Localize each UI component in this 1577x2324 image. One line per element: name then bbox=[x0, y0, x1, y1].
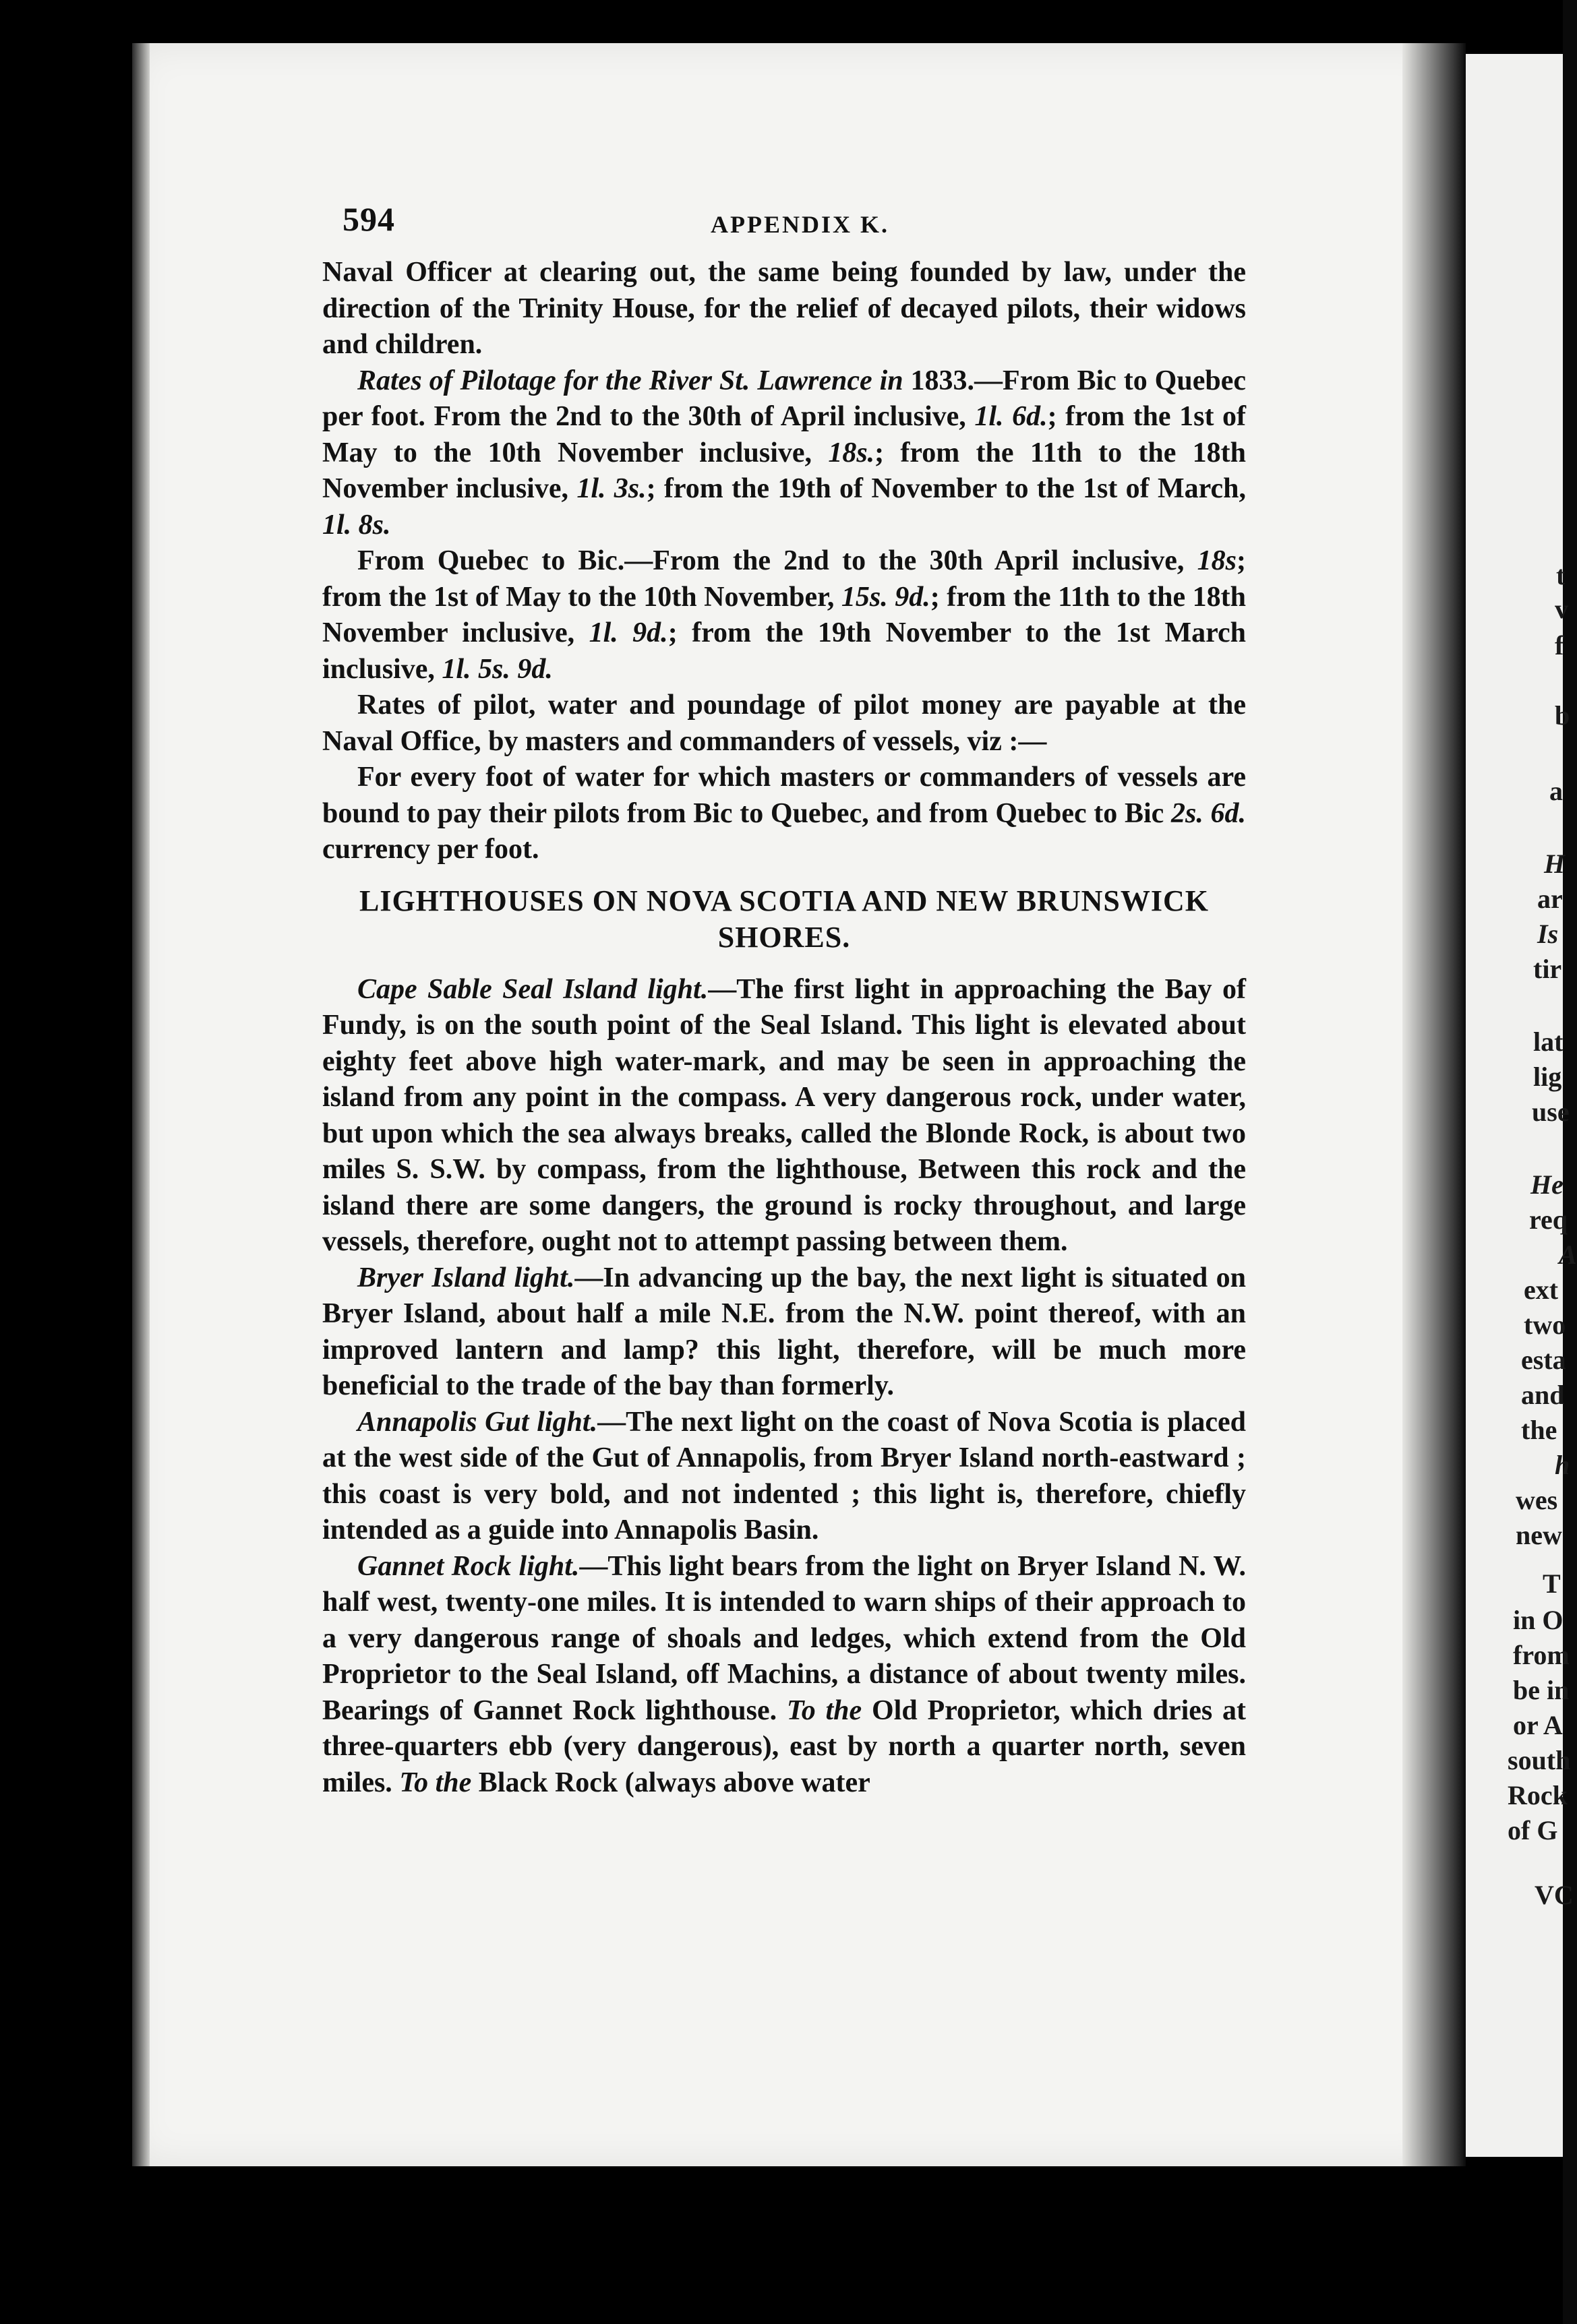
facing-fragment: two bbox=[1524, 1310, 1566, 1340]
facing-fragment: h bbox=[1555, 1450, 1570, 1480]
facing-fragment: He bbox=[1530, 1169, 1564, 1200]
facing-fragment: or A bbox=[1513, 1710, 1563, 1740]
paragraph-every-foot: For every foot of water for which masters or commanders of vessels are bound to pay their pilots from Bic to Quebec, and from Quebec to Bic 2s. 6d. currency per foot. bbox=[322, 762, 1246, 865]
running-title: APPENDIX K. bbox=[711, 211, 889, 238]
facing-fragment: a bbox=[1549, 776, 1563, 806]
running-head bbox=[343, 200, 1232, 247]
facing-fragment: f bbox=[1555, 630, 1564, 661]
facing-fragment: be in bbox=[1513, 1675, 1570, 1705]
facing-fragment: req bbox=[1529, 1204, 1568, 1235]
paragraph-pilotage-quebec-bic: From Quebec to Bic.—From the 2nd to the 30th April inclusive, 18s; from the 1st of May to the 10th November, 15s. 9d.; from the 11th to the 18th November inclusive, 1l. 9d.; from the 19th November to the 1st March inclusive, 1l. 5s. 9d. bbox=[322, 545, 1247, 685]
facing-fragment: the bbox=[1521, 1415, 1557, 1445]
facing-fragment: H bbox=[1544, 849, 1566, 879]
facing-fragment: new bbox=[1516, 1520, 1562, 1550]
paragraph-bryer-island: Bryer Island light.—In advancing up the bay, the next light is situated on Bryer Island, about half a mile N.E. from the N.W. point thereof, with an improved lantern and lamp? this light, therefore, will be much more beneficial to the trade of the bay than formerly. bbox=[322, 1262, 1246, 1401]
paragraph-lead: Gannet Rock light. bbox=[357, 1550, 580, 1582]
facing-fragment: ar bbox=[1537, 884, 1563, 914]
book-gutter bbox=[1402, 43, 1466, 2166]
facing-fragment: b bbox=[1555, 700, 1570, 731]
section-heading: LIGHTHOUSES ON NOVA SCOTIA AND NEW BRUNSWICK SHORES. bbox=[359, 884, 1209, 954]
text-column bbox=[322, 255, 1246, 1801]
paragraph-gannet-rock: Gannet Rock light.—This light bears from the light on Bryer Island N. W. half west, twenty-one miles. It is intended to warn ships of their approach to a very dangerous range of shoals and ledges, which extend from the Old Proprietor to the Seal Island, off Machins, a distance of about twenty miles. Bearings of Gannet Rock lighthouse. To the Old Proprietor, which dries at three-quarters ebb (very dangerous), east by north a quarter north, seven miles. To the Black Rock (always above water bbox=[322, 1550, 1247, 1798]
facing-fragment: t bbox=[1556, 560, 1566, 590]
facing-fragment: in O bbox=[1513, 1605, 1564, 1635]
paragraph-cape-sable: Cape Sable Seal Island light.—The first light in approaching the Bay of Fundy, is on the south point of the Seal Island. This light is elevated about eighty feet above high water-mark, and may be seen in approaching the island from any point in the compass. A very dangerous rock, under water, but upon which the sea always breaks, called the Blonde Rock, is about two miles S. S.W. by compass, from the lighthouse, Between this rock and the island there are some dangers, the ground is rocky throughout, and large vessels, therefore, ought not to attempt passing between them. bbox=[322, 973, 1247, 1257]
facing-fragment: lig bbox=[1533, 1062, 1562, 1092]
paragraph-lead: Cape Sable Seal Island light. bbox=[357, 973, 709, 1005]
facing-fragment: Rock bbox=[1508, 1780, 1568, 1810]
paragraph-rates-payable: Rates of pilot, water and poundage of pilot money are payable at the Naval Office, by masters and commanders of vessels, viz :— bbox=[322, 690, 1246, 757]
facing-fragment: use bbox=[1532, 1097, 1570, 1127]
facing-fragment: and bbox=[1521, 1380, 1565, 1410]
paragraph-pilotage-bic-quebec: Rates of Pilotage for the River St. Lawrence in 1833.—From Bic to Quebec per foot. From the 2nd to the 30th of April inclusive, 1l. 6d.; from the 1st of May to the 10th November inclusive, 18s.; from the 11th to the 18th November inclusive, 1l. 3s.; from the 19th of November to the 1st of March, 1l. 8s. bbox=[322, 365, 1247, 541]
paragraph-lead: Bryer Island light. bbox=[357, 1262, 575, 1293]
facing-fragment: from bbox=[1513, 1640, 1570, 1670]
facing-fragment: T bbox=[1543, 1568, 1561, 1599]
paragraph-lead: Annapolis Gut light. bbox=[357, 1406, 598, 1438]
facing-fragment: lat bbox=[1533, 1027, 1564, 1057]
page-number: 594 bbox=[343, 200, 395, 238]
facing-fragment: wes bbox=[1516, 1485, 1558, 1515]
facing-fragment: VC bbox=[1535, 1880, 1574, 1910]
facing-fragment: tir bbox=[1533, 954, 1562, 984]
facing-fragment: south bbox=[1508, 1745, 1571, 1775]
paragraph-lead: Rates of Pilotage for the River St. Lawrence in bbox=[357, 365, 903, 396]
facing-fragment: of G bbox=[1508, 1815, 1558, 1845]
paragraph-annapolis-gut: Annapolis Gut light.—The next light on the coast of Nova Scotia is placed at the west side of the Gut of Annapolis, from Bryer Island north-eastward ; this coast is very bold, and not indented ; this light is, therefore, chiefly intended as a guide into Annapolis Basin. bbox=[322, 1406, 1247, 1546]
facing-fragment: Is bbox=[1537, 919, 1559, 949]
facing-page-text bbox=[1475, 0, 1577, 2324]
facing-fragment: A bbox=[1559, 1240, 1577, 1270]
paragraph-continuation: Naval Officer at clearing out, the same being founded by law, under the direction of the Trinity House, for the relief of decayed pilots, their widows and children. bbox=[322, 257, 1246, 360]
facing-fragment: esta bbox=[1521, 1345, 1566, 1375]
facing-fragment: v bbox=[1555, 594, 1568, 624]
facing-fragment: ext bbox=[1524, 1275, 1559, 1305]
